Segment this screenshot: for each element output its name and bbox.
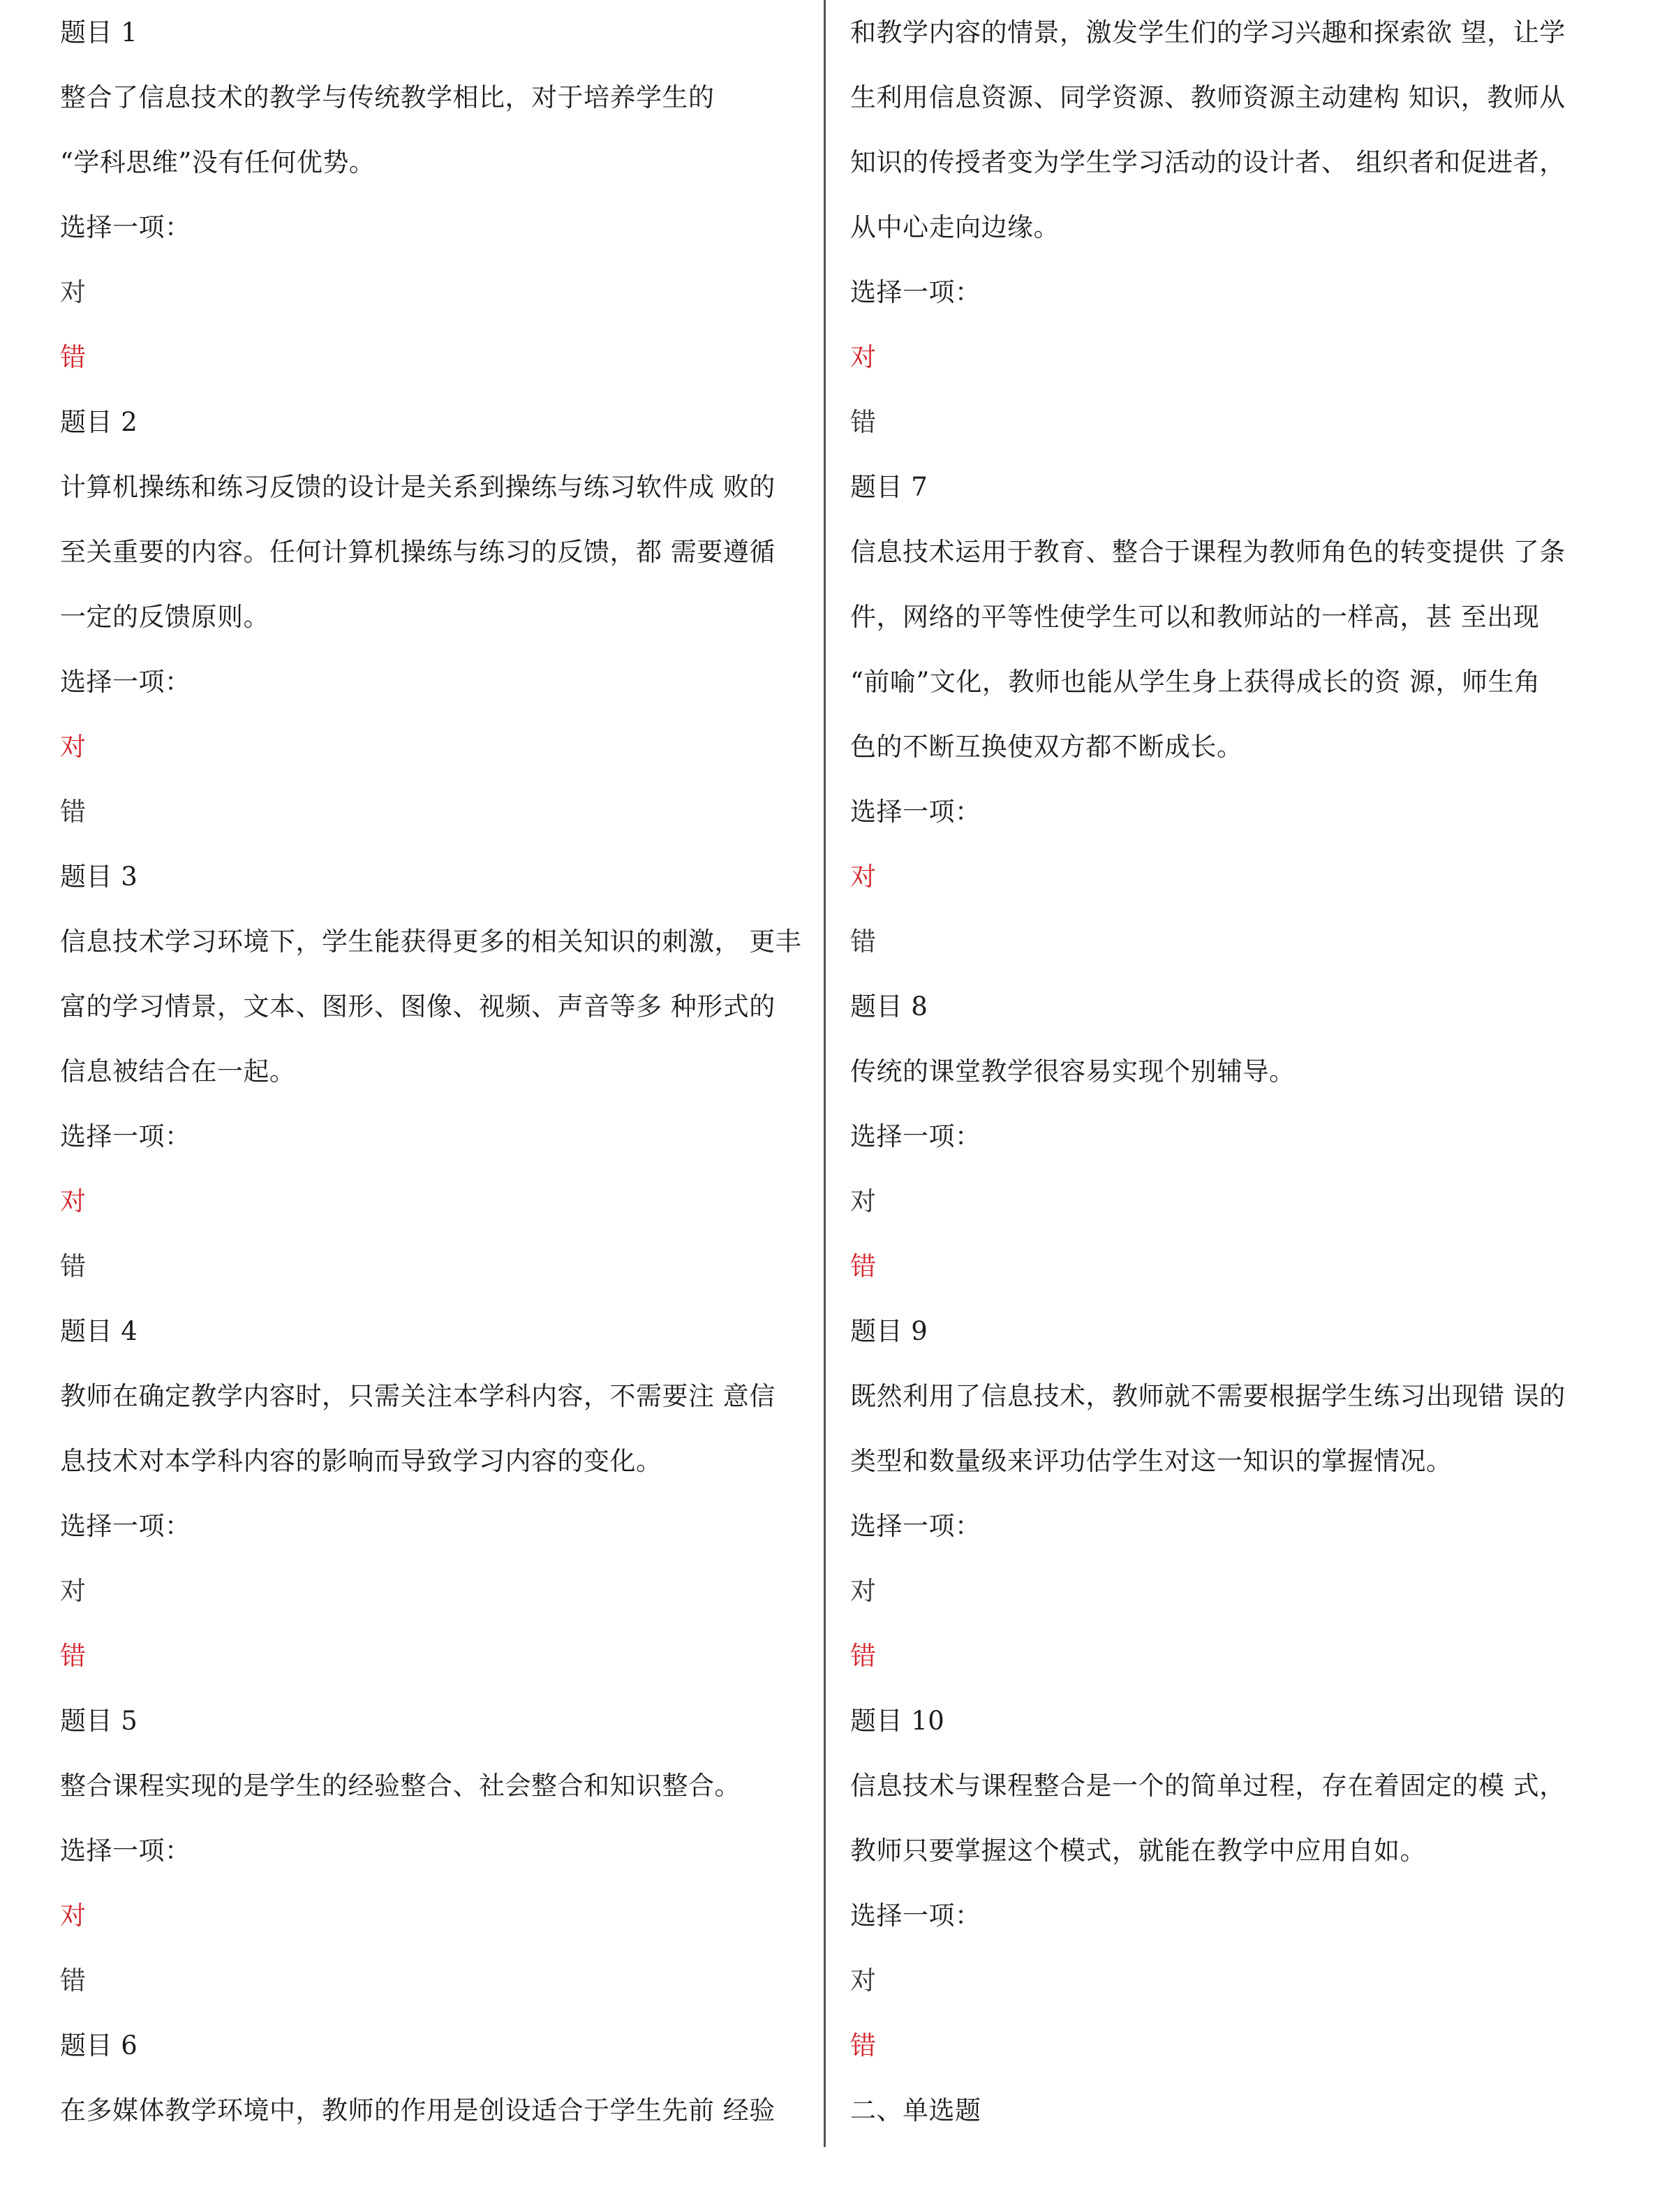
question-text-line: 信息技术与课程整合是一个的简单过程，存在着固定的模 式， bbox=[850, 1771, 1566, 1801]
choose-one-prompt: 选择一项： bbox=[850, 1511, 981, 1541]
answer-option[interactable]: 对 bbox=[850, 1576, 877, 1606]
question-text-line: 富的学习情景，文本、图形、图像、视频、声音等多 种形式的 bbox=[60, 991, 776, 1022]
question-text-line: 息技术对本学科内容的影响而导致学习内容的变化。 bbox=[60, 1446, 662, 1476]
choose-one-prompt: 选择一项： bbox=[60, 212, 191, 242]
question-heading: 题目 9 bbox=[850, 1316, 928, 1346]
question-text-line: “前喻”文化，教师也能从学生身上获得成长的资 源，师生角 bbox=[850, 667, 1541, 697]
question-text-line: 和教学内容的情景，激发学生们的学习兴趣和探索欲 望，让学 bbox=[850, 17, 1566, 47]
choose-one-prompt: 选择一项： bbox=[60, 1836, 191, 1866]
choose-one-prompt: 选择一项： bbox=[60, 667, 191, 697]
choose-one-prompt: 选择一项： bbox=[850, 797, 981, 827]
question-text-line: 计算机操练和练习反馈的设计是关系到操练与练习软件成 败的 bbox=[60, 472, 776, 502]
answer-option[interactable]: 错 bbox=[850, 927, 877, 957]
question-text-line: 传统的课堂教学很容易实现个别辅导。 bbox=[850, 1056, 1296, 1086]
question-text-line: 至关重要的内容。任何计算机操练与练习的反馈，都 需要遵循 bbox=[60, 537, 776, 567]
question-heading: 题目 1 bbox=[60, 17, 138, 47]
question-text-line: 件，网络的平等性使学生可以和教师站的一样高，甚 至出现 bbox=[850, 602, 1540, 632]
answer-option-correct[interactable]: 对 bbox=[60, 732, 87, 762]
question-text-line: 既然利用了信息技术，教师就不需要根据学生练习出现错 误的 bbox=[850, 1381, 1566, 1411]
answer-option-correct[interactable]: 对 bbox=[850, 342, 877, 372]
answer-option[interactable]: 错 bbox=[60, 1966, 87, 1996]
left-column bbox=[60, 0, 814, 2143]
answer-option-correct[interactable]: 错 bbox=[850, 1641, 877, 1671]
question-text-line: 类型和数量级来评功估学生对这一知识的掌握情况。 bbox=[850, 1446, 1453, 1476]
answer-option-correct[interactable]: 对 bbox=[60, 1901, 87, 1931]
question-heading: 题目 5 bbox=[60, 1706, 138, 1736]
question-heading: 题目 7 bbox=[850, 472, 928, 502]
question-text-line: 生利用信息资源、同学资源、教师资源主动建构 知识，教师从 bbox=[850, 82, 1566, 112]
question-text-line: 信息被结合在一起。 bbox=[60, 1056, 296, 1086]
question-heading: 题目 8 bbox=[850, 991, 928, 1022]
answer-option[interactable]: 对 bbox=[60, 1576, 87, 1606]
answer-option[interactable]: 错 bbox=[60, 797, 87, 827]
answer-option[interactable]: 对 bbox=[850, 1966, 877, 1996]
choose-one-prompt: 选择一项： bbox=[850, 1901, 981, 1931]
answer-option-correct[interactable]: 错 bbox=[850, 1251, 877, 1281]
answer-option-correct[interactable]: 错 bbox=[60, 342, 87, 372]
choose-one-prompt: 选择一项： bbox=[850, 1121, 981, 1151]
question-text-line: 信息技术运用于教育、整合于课程为教师角色的转变提供 了条 bbox=[850, 537, 1566, 567]
question-text-line: 教师在确定教学内容时，只需关注本学科内容，不需要注 意信 bbox=[60, 1381, 776, 1411]
question-text-line: 知识的传授者变为学生学习活动的设计者、 组织者和促进者， bbox=[850, 147, 1566, 177]
answer-option[interactable]: 对 bbox=[60, 277, 87, 307]
column-divider bbox=[824, 0, 826, 2147]
question-heading: 题目 10 bbox=[850, 1706, 945, 1736]
question-text-line: 色的不断互换使双方都不断成长。 bbox=[850, 732, 1243, 762]
answer-option-correct[interactable]: 错 bbox=[60, 1641, 87, 1671]
answer-option-correct[interactable]: 对 bbox=[60, 1186, 87, 1216]
question-text-line: 在多媒体教学环境中，教师的作用是创设适合于学生先前 经验 bbox=[60, 2095, 776, 2125]
choose-one-prompt: 选择一项： bbox=[850, 277, 981, 307]
question-text-line: 一定的反馈原则。 bbox=[60, 602, 269, 632]
choose-one-prompt: 选择一项： bbox=[60, 1511, 191, 1541]
answer-option[interactable]: 错 bbox=[60, 1251, 87, 1281]
question-heading: 题目 6 bbox=[60, 2030, 138, 2060]
question-heading: 题目 2 bbox=[60, 407, 138, 437]
answer-option-correct[interactable]: 对 bbox=[850, 862, 877, 892]
question-text-line: 整合了信息技术的教学与传统教学相比，对于培养学生的 bbox=[60, 82, 715, 112]
answer-option[interactable]: 错 bbox=[850, 407, 877, 437]
question-heading: 题目 3 bbox=[60, 862, 138, 892]
choose-one-prompt: 选择一项： bbox=[60, 1121, 191, 1151]
question-text-line: 信息技术学习环境下，学生能获得更多的相关知识的刺激， 更丰 bbox=[60, 927, 802, 957]
section-heading: 二、单选题 bbox=[850, 2095, 981, 2125]
question-heading: 题目 4 bbox=[60, 1316, 138, 1346]
answer-option-correct[interactable]: 错 bbox=[850, 2030, 877, 2060]
right-column bbox=[850, 0, 1590, 2143]
question-text-line: 教师只要掌握这个模式，就能在教学中应用自如。 bbox=[850, 1836, 1426, 1866]
question-text-line: 从中心走向边缘。 bbox=[850, 212, 1060, 242]
question-text-line: “学科思维”没有任何优势。 bbox=[60, 147, 376, 177]
answer-option[interactable]: 对 bbox=[850, 1186, 877, 1216]
question-text-line: 整合课程实现的是学生的经验整合、社会整合和知识整合。 bbox=[60, 1771, 741, 1801]
